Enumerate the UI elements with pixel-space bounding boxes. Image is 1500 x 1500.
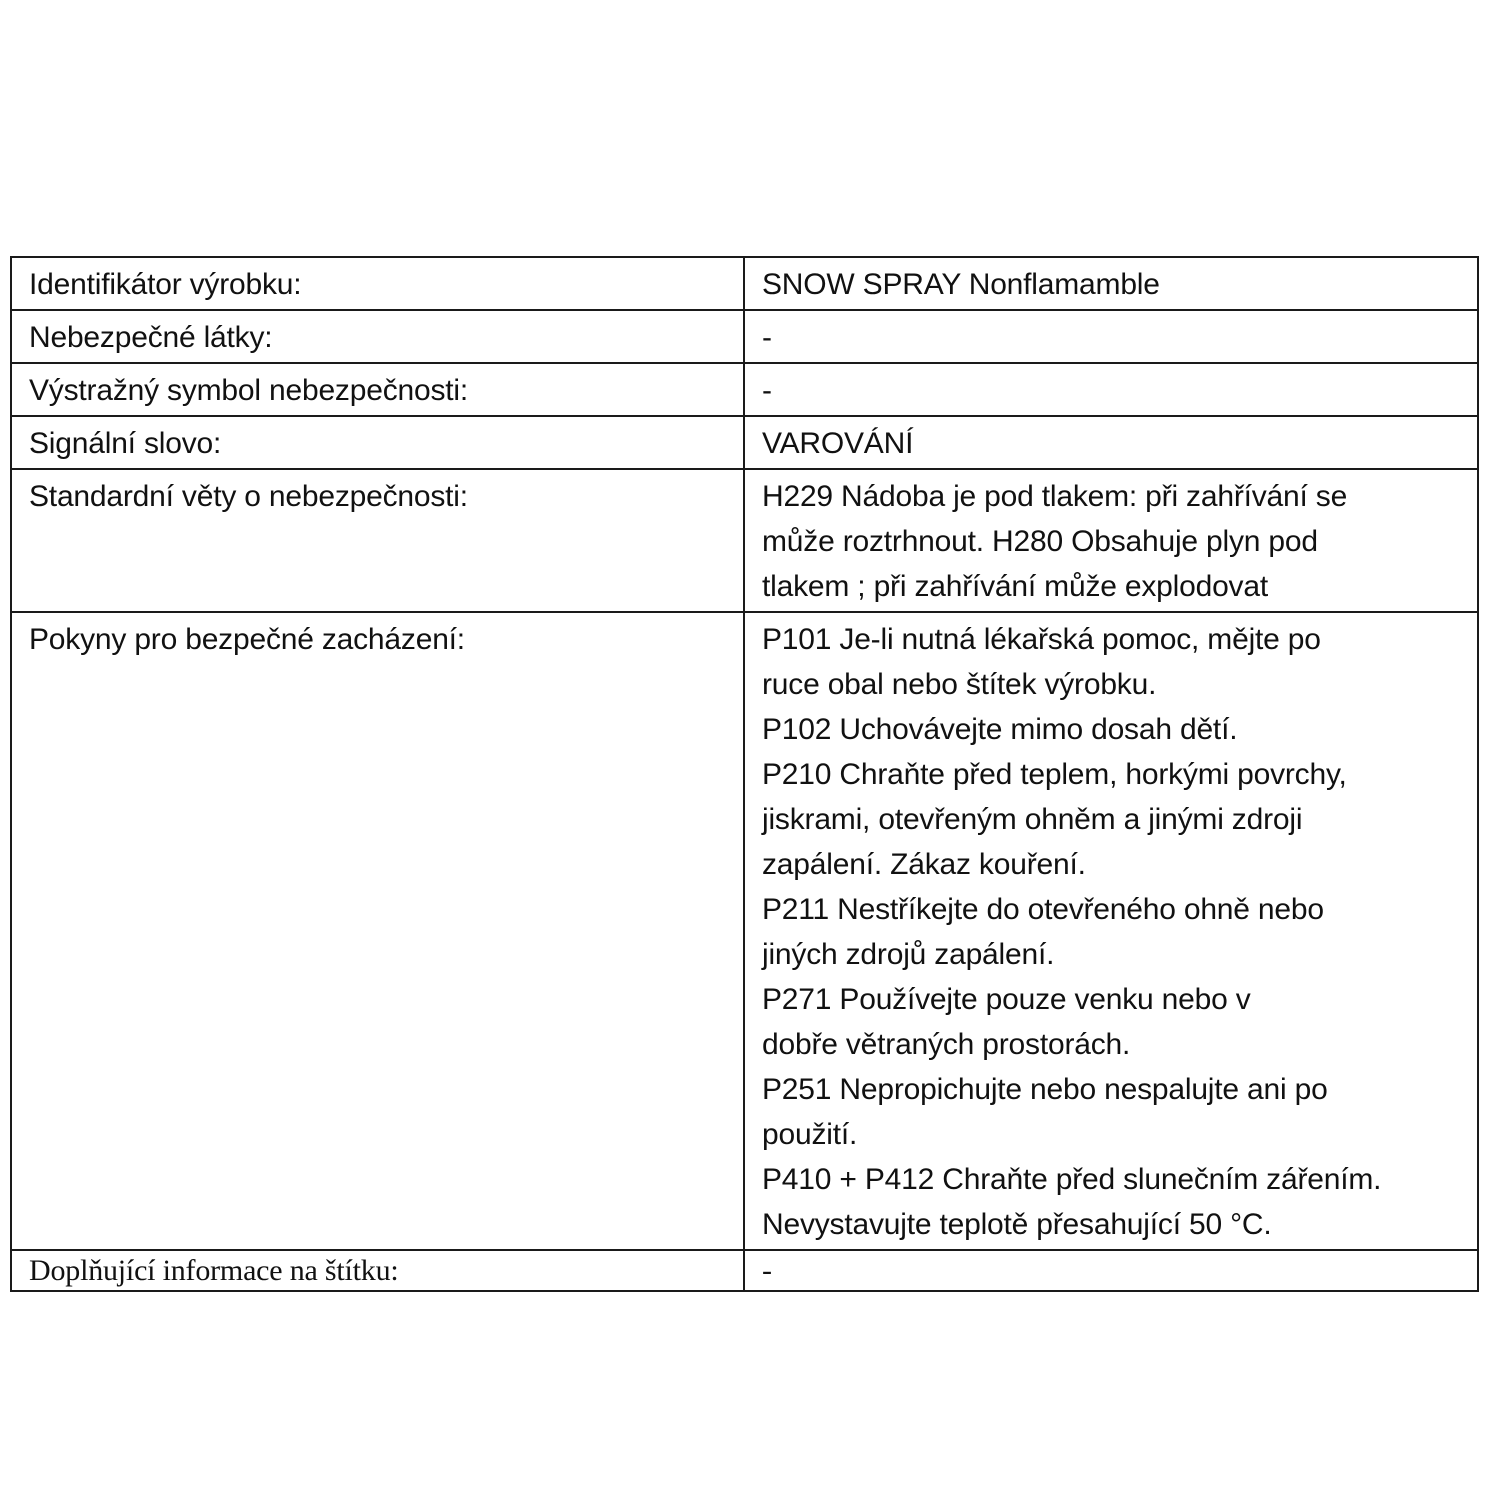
label-cell: Nebezpečné látky: [11,310,744,363]
table-row-hazard-symbol [11,363,1478,416]
table-row-precautionary-statements [11,612,1478,1250]
value-line: jiskrami, otevřeným ohněm a jinými zdroji [762,803,1303,836]
value-line: P102 Uchovávejte mimo dosah dětí. [762,713,1238,746]
value-line: zapálení. Zákaz kouření. [762,848,1086,881]
value-line: ruce obal nebo štítek výrobku. [762,668,1157,701]
value-cell [744,1250,1478,1291]
table-row-product-identifier [11,257,1478,310]
value-cell [744,310,1478,363]
value-line: dobře větraných prostorách. [762,1028,1131,1061]
value-line: P410 + P412 Chraňte před slunečním zářením. [762,1163,1382,1196]
value-line: P101 Je-li nutná lékařská pomoc, mějte po [762,623,1321,656]
value-line: použití. [762,1118,858,1151]
value-line: SNOW SPRAY Nonflamamble [762,268,1160,301]
table-row-hazard-statements [11,469,1478,612]
value-line: - [762,1254,772,1287]
value-line: Nevystavujte teplotě přesahující 50 °C. [762,1208,1272,1241]
value-line: P271 Používejte pouze venku nebo v [762,983,1251,1016]
value-line: P211 Nestříkejte do otevřeného ohně nebo [762,893,1324,926]
value-cell [744,469,1478,612]
value-line: tlakem ; při zahřívání může explodovat [762,570,1268,603]
value-line: H229 Nádoba je pod tlakem: při zahřívání se [762,480,1348,513]
label-cell: Identifikátor výrobku: [11,257,744,310]
table-row-signal-word [11,416,1478,469]
table-row-supplementary-info [11,1250,1478,1291]
value-cell [744,257,1478,310]
label-cell: Výstražný symbol nebezpečnosti: [11,363,744,416]
value-line: - [762,374,772,407]
label-cell: Pokyny pro bezpečné zacházení: [11,612,744,1250]
value-cell [744,416,1478,469]
value-line: VAROVÁNÍ [762,427,914,460]
value-line: - [762,321,772,354]
value-line: může roztrhnout. H280 Obsahuje plyn pod [762,525,1318,558]
value-cell [744,612,1478,1250]
product-label-table [10,256,1479,1292]
label-cell: Doplňující informace na štítku: [11,1250,744,1291]
table-row-hazardous-substances [11,310,1478,363]
label-cell: Signální slovo: [11,416,744,469]
label-cell: Standardní věty o nebezpečnosti: [11,469,744,612]
value-line: P251 Nepropichujte nebo nespalujte ani po [762,1073,1328,1106]
value-line: jiných zdrojů zapálení. [762,938,1055,971]
value-cell [744,363,1478,416]
value-line: P210 Chraňte před teplem, horkými povrchy, [762,758,1347,791]
